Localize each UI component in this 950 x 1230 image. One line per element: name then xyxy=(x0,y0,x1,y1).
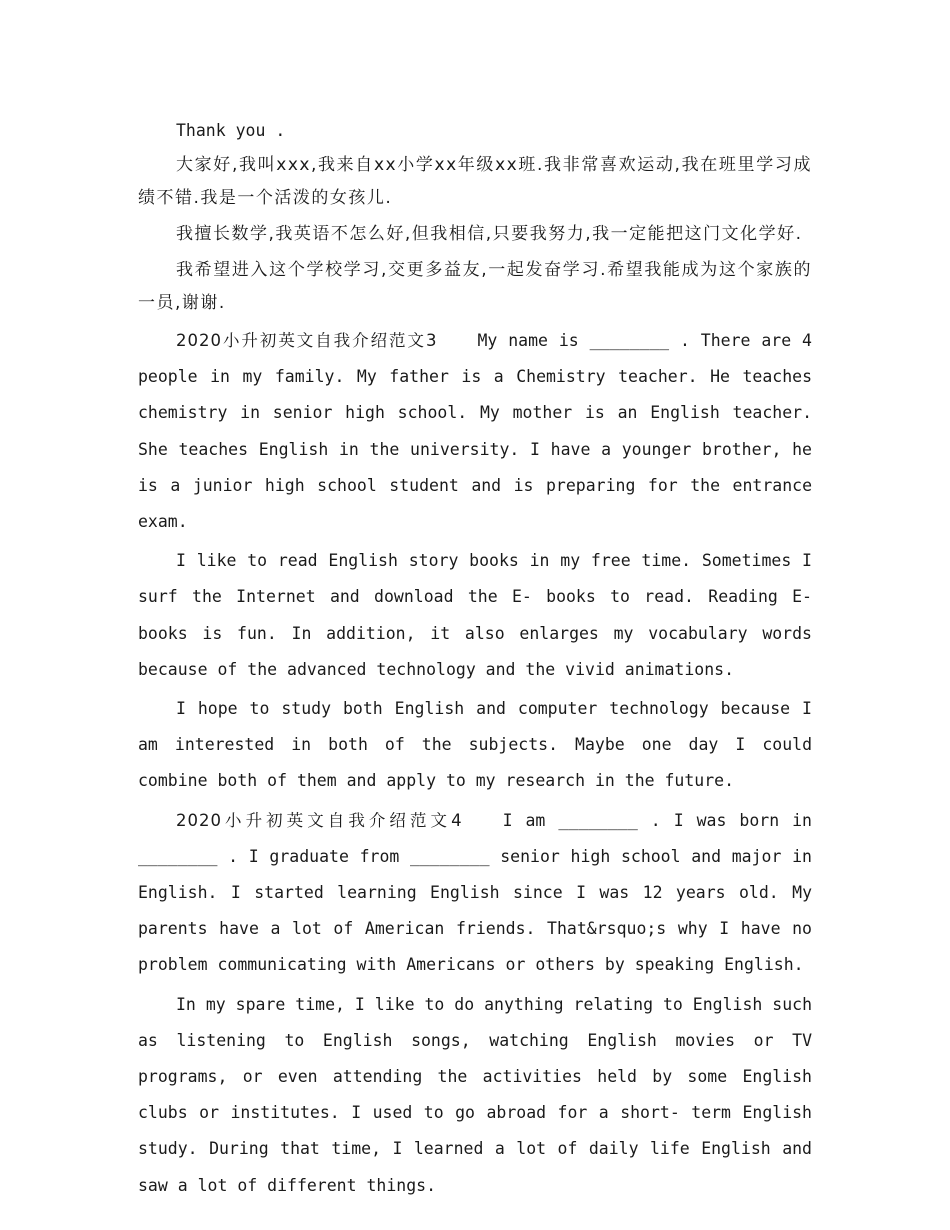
paragraph-sample-4-intro xyxy=(138,803,812,984)
sample-3-heading: 2020小升初英文自我介绍范文3 xyxy=(176,331,438,350)
paragraph-sample-4-spare-time xyxy=(138,987,812,1204)
document-body xyxy=(138,116,812,1207)
paragraph-text: Thank you . xyxy=(176,121,286,140)
paragraph-sample-3-hope xyxy=(138,691,812,800)
paragraph-text: I like to read English story books in my free time. Sometimes I surf the Internet and download the E- books to read. Reading E- books is fun. In addition, it also enlarges my vocabulary words because of the advanced technology and the vivid animations. xyxy=(138,551,812,679)
paragraph-sample-3-family xyxy=(138,323,812,540)
paragraph-text: My name is ________ . There are 4 people in my family. My father is a Chemistry teacher. He teaches chemistry in senior high school. My mother is an English teacher. She teaches English in the university. I have a younger brother, he is a junior high school student and is preparing for the entrance exam. xyxy=(138,331,812,532)
paragraph-text: 我希望进入这个学校学习,交更多益友,一起发奋学习.希望我能成为这个家族的一员,谢谢. xyxy=(138,260,812,313)
paragraph-text: In my spare time, I like to do anything relating to English such as listening to English songs, watching English movies or TV programs, or even attending the activities held by some English clubs or institutes. I used to go abroad for a short- term English study. During that time, I learned a lot of daily life English and saw a lot of different things. xyxy=(138,994,812,1195)
paragraph-text: 我擅长数学,我英语不怎么好,但我相信,只要我努力,我一定能把这门文化学好. xyxy=(176,224,803,244)
sample-4-heading: 2020小升初英文自我介绍范文4 xyxy=(176,810,463,830)
paragraph-text: 大家好,我叫xxx,我来自xx小学xx年级xx班.我非常喜欢运动,我在班里学习成绩不错.我是一个活泼的女孩儿. xyxy=(138,155,812,208)
paragraph-text: I hope to study both English and computer technology because I am interested in both of the subjects. Maybe one day I could combine both of them and apply to my research in the future. xyxy=(138,699,812,791)
paragraph-chinese-hope xyxy=(138,254,812,320)
paragraph-thank-you xyxy=(138,116,812,146)
paragraph-sample-3-reading xyxy=(138,543,812,688)
paragraph-chinese-intro xyxy=(138,149,812,215)
paragraph-chinese-math xyxy=(138,218,812,251)
paragraph-text: I am ________ . I was born in ________ . I graduate from ________ senior high school and major in English. I started learning English since I was 12 years old. My parents have a lot of American friends. That&rsquo;s why I have no problem communicating with Americans or others by speaking English. xyxy=(138,810,812,975)
